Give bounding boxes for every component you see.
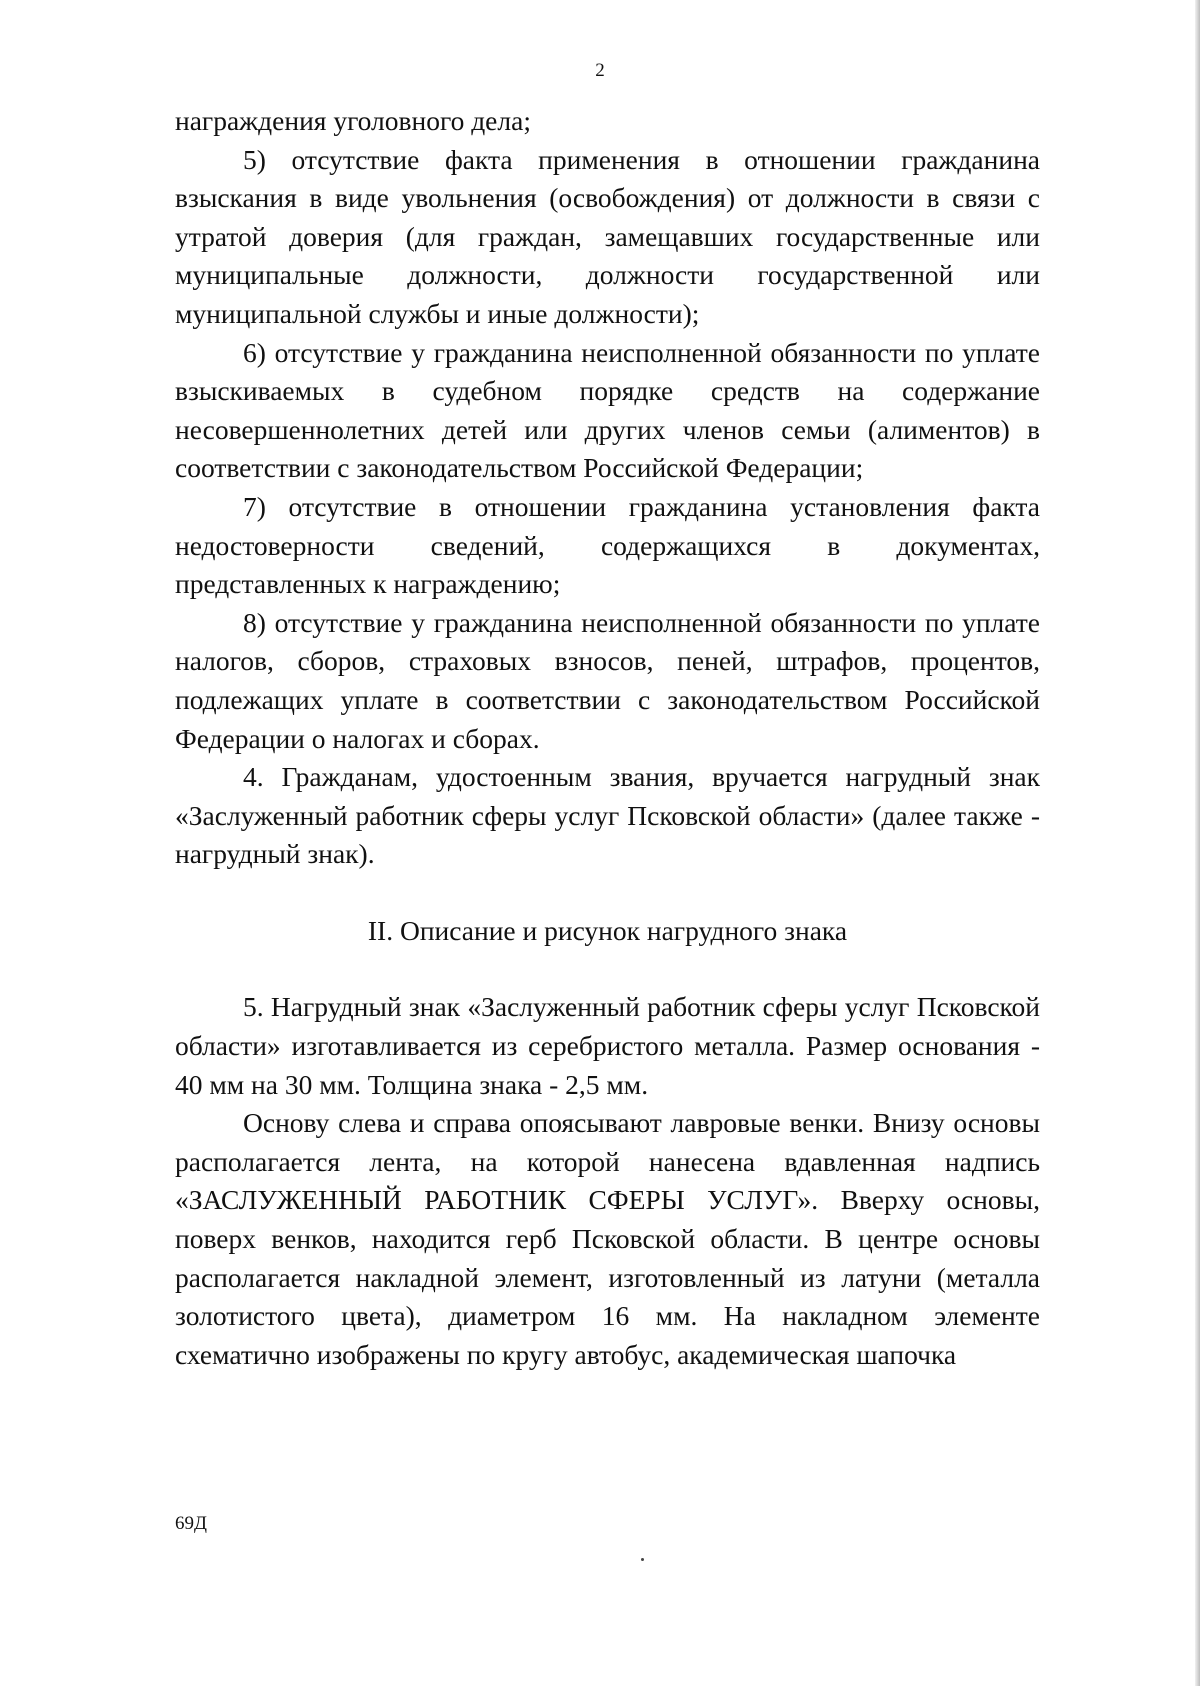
paragraph-clause-5: 5. Нагрудный знак «Заслуженный работник сферы услуг Псковской области» изготавливается из серебристого металла. Размер основания - 40 мм на 30 мм. Толщина знака - 2,5 мм.: [175, 991, 1040, 1100]
section-heading: II. Описание и рисунок нагрудного знака: [367, 914, 848, 946]
footer-document-code: 69Д: [175, 1513, 207, 1534]
scan-edge-shadow: [1195, 0, 1200, 1686]
paragraph-clause-4: 4. Гражданам, удостоенным звания, вручается нагрудный знак «Заслуженный работник сферы услуг Псковской области» (далее также - нагрудный знак).: [175, 761, 1040, 870]
paragraph-item-5: 5) отсутствие факта применения в отношении гражданина взыскания в виде увольнения (освобождения) от должности в связи с утратой доверия (для граждан, замещавших государственные или муниципальные должности, должности государственной или муниципальной службы и иные должности);: [175, 143, 1040, 329]
paragraph-badge-description: Основу слева и справа опоясывают лавровые венки. Внизу основы располагается лента, на которой нанесена вдавленная надпись «ЗАСЛУЖЕННЫЙ РАБОТНИК СФЕРЫ УСЛУГ». Вверху основы, поверх венков, находится герб Псковской области. В центре основы располагается накладной элемент, изготовленный из латуни (металла золотистого цвета), диаметром 16 мм. На накладном элементе схематично изображены по кругу автобус, академическая шапочка: [175, 1107, 1040, 1370]
paragraph-item-6: 6) отсутствие у гражданина неисполненной обязанности по уплате взыскиваемых в судебном порядке средств на содержание несовершеннолетних детей или других членов семьи (алиментов) в соответствии с законодательством Российской Федерации;: [175, 336, 1040, 484]
paragraph-item-7: 7) отсутствие в отношении гражданина установления факта недостоверности сведений, содержащихся в документах, представленных к награждению;: [175, 490, 1040, 600]
page-number: 2: [595, 60, 605, 81]
document-body: [175, 102, 1040, 1374]
paragraph-continuation: награждения уголовного дела;: [175, 105, 531, 136]
paragraph-item-8: 8) отсутствие у гражданина неисполненной обязанности по уплате налогов, сборов, страховых взносов, пеней, штрафов, процентов, подлежащих уплате в соответствии с законодательством Российской Федерации о налогах и сборах.: [175, 606, 1040, 754]
scan-speck: [641, 1558, 644, 1561]
